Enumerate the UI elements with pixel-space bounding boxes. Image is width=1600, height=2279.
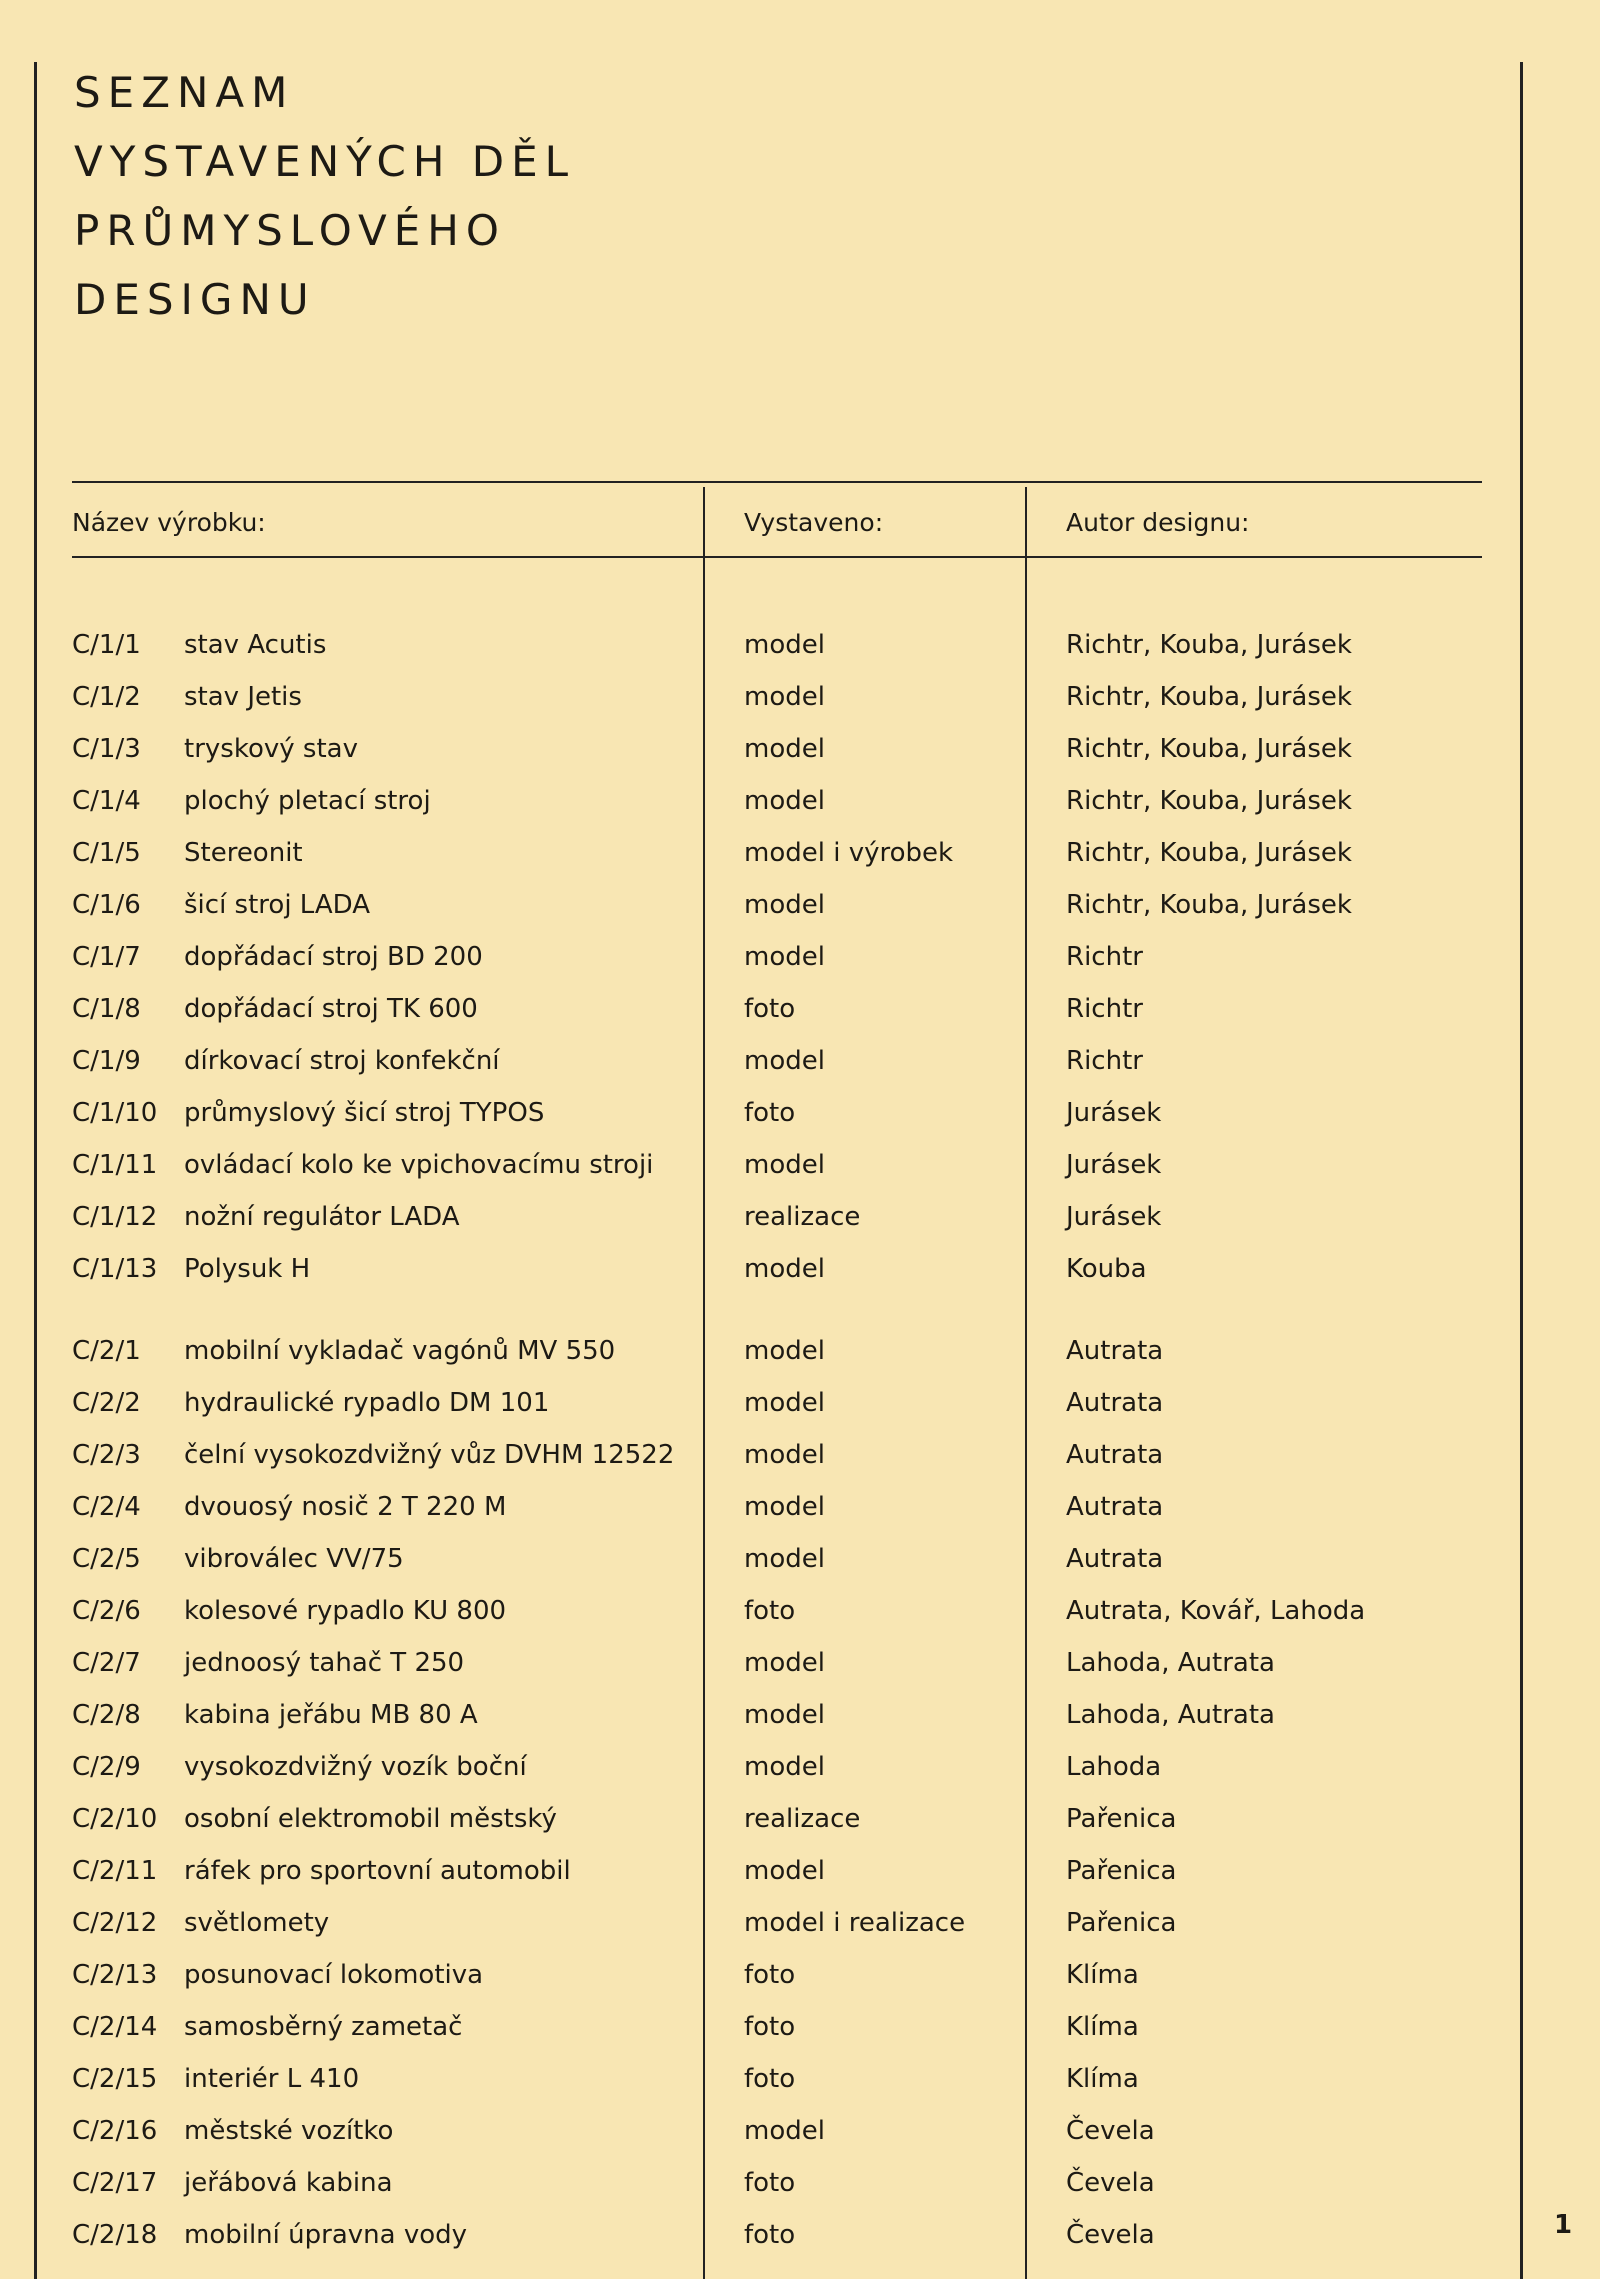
item-name: jeřábová kabina [184,2168,393,2198]
table-row [0,1440,1600,1480]
table-row [0,1544,1600,1584]
item-author: Richtr, Kouba, Jurásek [1066,838,1352,868]
item-exhibited: model [744,786,825,816]
item-author: Richtr, Kouba, Jurásek [1066,682,1352,712]
item-name: stav Acutis [184,630,327,660]
page-number: 1 [1554,2210,1573,2240]
item-name: ovládací kolo ke vpichovacímu stroji [184,1150,654,1180]
item-code: C/1/6 [72,890,141,920]
item-author: Richtr, Kouba, Jurásek [1066,630,1352,660]
item-exhibited: model [744,1440,825,1470]
item-author: Richtr [1066,1046,1143,1076]
table-row [0,682,1600,722]
table-row [0,1202,1600,1242]
item-author: Pařenica [1066,1804,1177,1834]
item-exhibited: foto [744,1596,796,1626]
table-row [0,1098,1600,1138]
table-row [0,2116,1600,2156]
item-exhibited: model [744,1544,825,1574]
item-exhibited: realizace [744,1202,861,1232]
table-row [0,994,1600,1034]
item-code: C/1/2 [72,682,141,712]
item-code: C/2/12 [72,1908,158,1938]
item-exhibited: model [744,942,825,972]
table-row [0,630,1600,670]
item-name: dopřádací stroj TK 600 [184,994,478,1024]
table-row [0,1046,1600,1086]
item-code: C/2/13 [72,1960,158,1990]
item-name: dvouosý nosič 2 T 220 M [184,1492,507,1522]
item-exhibited: realizace [744,1804,861,1834]
item-exhibited: foto [744,994,796,1024]
title-line: DESIGNU [74,275,316,324]
item-name: průmyslový šicí stroj TYPOS [184,1098,545,1128]
table-row [0,942,1600,982]
item-exhibited: model i realizace [744,1908,966,1938]
item-exhibited: model [744,1856,825,1886]
table-row [0,1752,1600,1792]
item-name: Polysuk H [184,1254,311,1284]
item-code: C/2/10 [72,1804,158,1834]
table-row [0,1388,1600,1428]
item-code: C/2/8 [72,1700,141,1730]
table-row [0,1596,1600,1636]
table-row [0,1648,1600,1688]
item-name: dopřádací stroj BD 200 [184,942,483,972]
item-author: Čevela [1066,2168,1155,2198]
column-header-exhibited: Vystaveno: [744,508,884,537]
item-name: tryskový stav [184,734,358,764]
item-author: Richtr, Kouba, Jurásek [1066,890,1352,920]
item-name: ráfek pro sportovní automobil [184,1856,571,1886]
item-name: vysokozdvižný vozík boční [184,1752,527,1782]
item-author: Pařenica [1066,1856,1177,1886]
item-author: Jurásek [1066,1202,1162,1232]
table-row [0,1254,1600,1294]
item-exhibited: foto [744,1098,796,1128]
table-row [0,1336,1600,1376]
item-code: C/2/5 [72,1544,141,1574]
item-author: Čevela [1066,2116,1155,2146]
item-code: C/1/1 [72,630,141,660]
title-line: SEZNAM [74,68,295,117]
item-author: Jurásek [1066,1098,1162,1128]
item-name: Stereonit [184,838,303,868]
item-name: kabina jeřábu MB 80 A [184,1700,478,1730]
item-name: nožní regulátor LADA [184,1202,460,1232]
item-author: Klíma [1066,2012,1139,2042]
table-row [0,1492,1600,1532]
item-name: stav Jetis [184,682,302,712]
item-exhibited: model [744,734,825,764]
item-author: Klíma [1066,2064,1139,2094]
item-name: jednoosý tahač T 250 [184,1648,465,1678]
table-row [0,786,1600,826]
item-code: C/2/11 [72,1856,158,1886]
item-name: kolesové rypadlo KU 800 [184,1596,507,1626]
item-author: Lahoda, Autrata [1066,1700,1275,1730]
item-author: Autrata [1066,1336,1164,1366]
item-author: Lahoda [1066,1752,1162,1782]
column-header-author: Autor designu: [1066,508,1250,537]
item-exhibited: model [744,1700,825,1730]
item-code: C/1/10 [72,1098,158,1128]
title-line: VYSTAVENÝCH DĚL [74,137,576,186]
item-author: Richtr, Kouba, Jurásek [1066,734,1352,764]
table-header-bottom-rule [72,556,1482,558]
item-code: C/2/14 [72,2012,158,2042]
item-exhibited: model [744,1150,825,1180]
item-exhibited: model i výrobek [744,838,954,868]
item-author: Čevela [1066,2220,1155,2250]
item-code: C/2/9 [72,1752,141,1782]
table-top-rule [72,481,1482,483]
item-name: dírkovací stroj konfekční [184,1046,500,1076]
item-name: hydraulické rypadlo DM 101 [184,1388,550,1418]
table-row [0,2064,1600,2104]
item-exhibited: model [744,630,825,660]
item-author: Richtr [1066,942,1143,972]
item-author: Autrata [1066,1492,1164,1522]
item-name: městské vozítko [184,2116,394,2146]
item-exhibited: foto [744,1960,796,1990]
item-code: C/2/4 [72,1492,141,1522]
item-name: mobilní vykladač vagónů MV 550 [184,1336,616,1366]
column-header-name: Název výrobku: [72,508,266,537]
item-exhibited: model [744,1254,825,1284]
item-exhibited: foto [744,2220,796,2250]
table-row [0,1700,1600,1740]
item-code: C/1/4 [72,786,141,816]
item-name: osobní elektromobil městský [184,1804,557,1834]
item-name: samosběrný zametač [184,2012,463,2042]
item-code: C/2/3 [72,1440,141,1470]
item-author: Autrata [1066,1440,1164,1470]
item-code: C/1/11 [72,1150,158,1180]
table-row [0,1804,1600,1844]
item-author: Autrata, Kovář, Lahoda [1066,1596,1366,1626]
table-row [0,1908,1600,1948]
item-author: Autrata [1066,1388,1164,1418]
item-name: plochý pletací stroj [184,786,431,816]
item-exhibited: model [744,1752,825,1782]
item-exhibited: model [744,1492,825,1522]
item-name: vibroválec VV/75 [184,1544,404,1574]
item-code: C/2/7 [72,1648,141,1678]
table-row [0,1150,1600,1190]
item-author: Klíma [1066,1960,1139,1990]
item-name: posunovací lokomotiva [184,1960,484,1990]
item-code: C/1/5 [72,838,141,868]
title-line: PRŮMYSLOVÉHO [74,206,506,255]
item-name: čelní vysokozdvižný vůz DVHM 12522 [184,1440,675,1470]
item-name: interiér L 410 [184,2064,360,2094]
item-author: Jurásek [1066,1150,1162,1180]
table-row [0,890,1600,930]
item-code: C/2/15 [72,2064,158,2094]
item-author: Kouba [1066,1254,1147,1284]
table-row [0,838,1600,878]
item-exhibited: model [744,682,825,712]
item-exhibited: model [744,1336,825,1366]
item-code: C/1/8 [72,994,141,1024]
item-author: Autrata [1066,1544,1164,1574]
item-author: Richtr, Kouba, Jurásek [1066,786,1352,816]
item-code: C/1/13 [72,1254,158,1284]
item-exhibited: foto [744,2064,796,2094]
item-author: Lahoda, Autrata [1066,1648,1275,1678]
item-exhibited: foto [744,2168,796,2198]
item-exhibited: model [744,1648,825,1678]
item-code: C/2/16 [72,2116,158,2146]
item-code: C/1/7 [72,942,141,972]
item-code: C/2/6 [72,1596,141,1626]
item-author: Richtr [1066,994,1143,1024]
item-exhibited: foto [744,2012,796,2042]
item-code: C/1/12 [72,1202,158,1232]
item-code: C/2/1 [72,1336,141,1366]
item-exhibited: model [744,890,825,920]
table-row [0,2220,1600,2260]
item-name: šicí stroj LADA [184,890,371,920]
item-exhibited: model [744,1388,825,1418]
item-author: Pařenica [1066,1908,1177,1938]
table-row [0,2168,1600,2208]
item-code: C/2/2 [72,1388,141,1418]
item-name: mobilní úpravna vody [184,2220,468,2250]
document-title [74,58,575,334]
item-code: C/1/9 [72,1046,141,1076]
item-code: C/2/18 [72,2220,158,2250]
item-exhibited: model [744,1046,825,1076]
item-exhibited: model [744,2116,825,2146]
item-name: světlomety [184,1908,330,1938]
item-code: C/2/17 [72,2168,158,2198]
item-code: C/1/3 [72,734,141,764]
table-row [0,2012,1600,2052]
table-row [0,1960,1600,2000]
table-row [0,1856,1600,1896]
table-row [0,734,1600,774]
